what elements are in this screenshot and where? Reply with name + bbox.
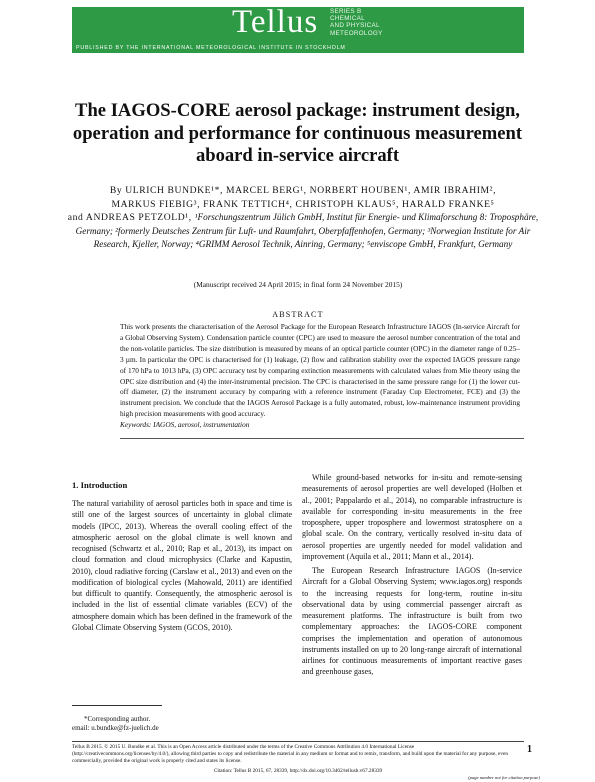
- affiliations: ¹Forschungszentrum Jülich GmbH, Institut für Energie- und Klimaforschung 8: Troposphäre, Germany; ²formerly Deutsches Zentrum für Luft- und Raumfahrt, Oberpfaffenhofen, Germany; ³Norwegian Institute for Air Research, Kjeller, Norway; ⁴GRIMM Aerosol Technik, Ainring, Germany; ⁵enviscope GmbH, Frankfurt, Germany: [75, 212, 539, 249]
- footnote: [72, 715, 292, 733]
- paragraph: While ground-based networks for in-situ and remote-sensing measurements of aerosol properties are well developed (Holben et al., 2001; Pappalardo et al., 2014), no comparable infrastructure is available for corresponding in-situ measurements in the free troposphere, upper troposphere and lowermost stratosphere on a global scale. On the contrary, vertically resolved in-situ data of aerosol properties are urgently needed for model validation and improvement (Aquila et al., 2011; Mann et al., 2014).: [302, 473, 522, 561]
- section-heading: 1. Introduction: [72, 480, 128, 490]
- paper-title: The IAGOS-CORE aerosol package: instrument design, operation and performance for continuous measurement aboard in-service aircraft: [72, 100, 523, 166]
- license-footer: Tellus B 2015. © 2015 U. Bundke et al. This is an Open Access article distributed under the terms of the Creative Commons Attribution 4.0 International License (http://creativecommons.org/licenses/by/4.0/), allowing third parties to copy and redistribute the material in any medium or format and to remix, transform, and build upon the material for any purpose, even commercially, provided the original work is properly cited and states its license.: [72, 744, 509, 765]
- abstract-text: This work presents the characterisation of the Aerosol Package for the European Research Infrastructure IAGOS (In-service Aircraft for a Global Observing System). Condensation particle counter (CPC) are used to measure the aerosol number concentration of the total and the non-volatile particles. The size distribution is measured by means of an optical particle counter (OPC) in the diameter range of 0.25–3 µm. In particular the OPC is characterised for (1) leakage, (2) flow and calibration stability over the expected IAGOS pressure range of 170 hPa to 1013 hPa, (3) OPC accuracy test by comparing extinction measurements with calculated values from Mie theory using the OPC size distribution and (4) the inter-instrumental precision. The CPC is characterised in the same pressure range for (1) the lower cut-off diameter, (2) the instrument accuracy by comparing with a reference instrument (Faraday Cup Electrometer, FCE) and (3) the instrument precision. We conclude that the IAGOS Aerosol Package is a fully automated, robust, low-maintenance instrument providing high precision measurements with good accuracy.: [120, 322, 520, 419]
- series-line: METEOROLOGY: [330, 29, 383, 37]
- authors-line: and ANDREAS PETZOLD¹,: [67, 212, 192, 223]
- keywords: Keywords: IAGOS, aerosol, instrumentation: [120, 420, 250, 429]
- footnote-divider: [72, 705, 162, 706]
- abstract-heading: ABSTRACT: [272, 310, 324, 319]
- series-line: CHEMICAL: [330, 15, 365, 23]
- footer-divider: [72, 741, 524, 742]
- publisher-text: PUBLISHED BY THE INTERNATIONAL METEOROLOGICAL INSTITUTE IN STOCKHOLM: [76, 45, 346, 51]
- authors-line: MARKUS FIEBIG³, FRANK TETTICH⁴, CHRISTOPH KLAUS⁵, HARALD FRANKE⁵: [111, 198, 495, 210]
- journal-logo: Tellus: [232, 4, 319, 40]
- right-column: [302, 472, 522, 681]
- authors-line-with-affiliations: [66, 211, 540, 252]
- paragraph: The natural variability of aerosol particles both in space and time is still one of the largest sources of uncertainty in global climate models (IPCC, 2013). Whereas the overall cooling effect of the atmospheric aerosol on the global climate is well known and recognised (Schwartz et al., 2010; Rap et al., 2013), its impact on cloud formation and cloud microphysics (Clarke and Kapustin, 2010), cloud radiative forcing (Carslaw et al., 2013) and even on the modification of biological cycles (Mahowald, 2011) are identified but difficult to quantify. Consequently, the atmospheric aerosol is included in the list of essential climate variables (ECV) of the atmosphere domain which has been defined in the framework of the Global Climate Observing System (GCOS, 2010).: [72, 499, 292, 632]
- page-note: (page number not for citation purpose): [468, 775, 540, 780]
- citation[interactable]: Citation: Tellus B 2015, 67, 28339, http://dx.doi.org/10.3402/tellusb.v67.28339: [213, 768, 383, 774]
- authors-line: By ULRICH BUNDKE¹*, MARCEL BERG¹, NORBERT HOUBEN¹, AMIR IBRAHIM²,: [109, 185, 497, 196]
- paragraph: The European Research Infrastructure IAGOS (In-service Aircraft for a Global Observing System; www.iagos.org) responds to the increasing requests for long-term, routine in-situ observational data by using commercial passenger aircraft as measurement platforms. The infrastructure is built from two complementary approaches: the IAGOS-CORE component comprises the implementation and operation of autonomous instruments installed on up to 20 long-range aircraft of international airlines for continuous measurements of important reactive gases and greenhouse gases,: [302, 566, 522, 677]
- abstract-divider: [120, 438, 524, 439]
- series-line: AND PHYSICAL: [330, 22, 380, 30]
- series-line: SERIES B: [330, 8, 362, 15]
- corresponding-author: *Corresponding author.: [84, 715, 151, 723]
- manuscript-dates: (Manuscript received 24 April 2015; in final form 24 November 2015): [193, 280, 403, 289]
- email[interactable]: email: u.bundke@fz-juelich.de: [72, 724, 159, 732]
- page-number: 1: [527, 744, 532, 755]
- series-label: [330, 8, 410, 37]
- left-column: [72, 498, 292, 636]
- authors-block: [66, 184, 540, 252]
